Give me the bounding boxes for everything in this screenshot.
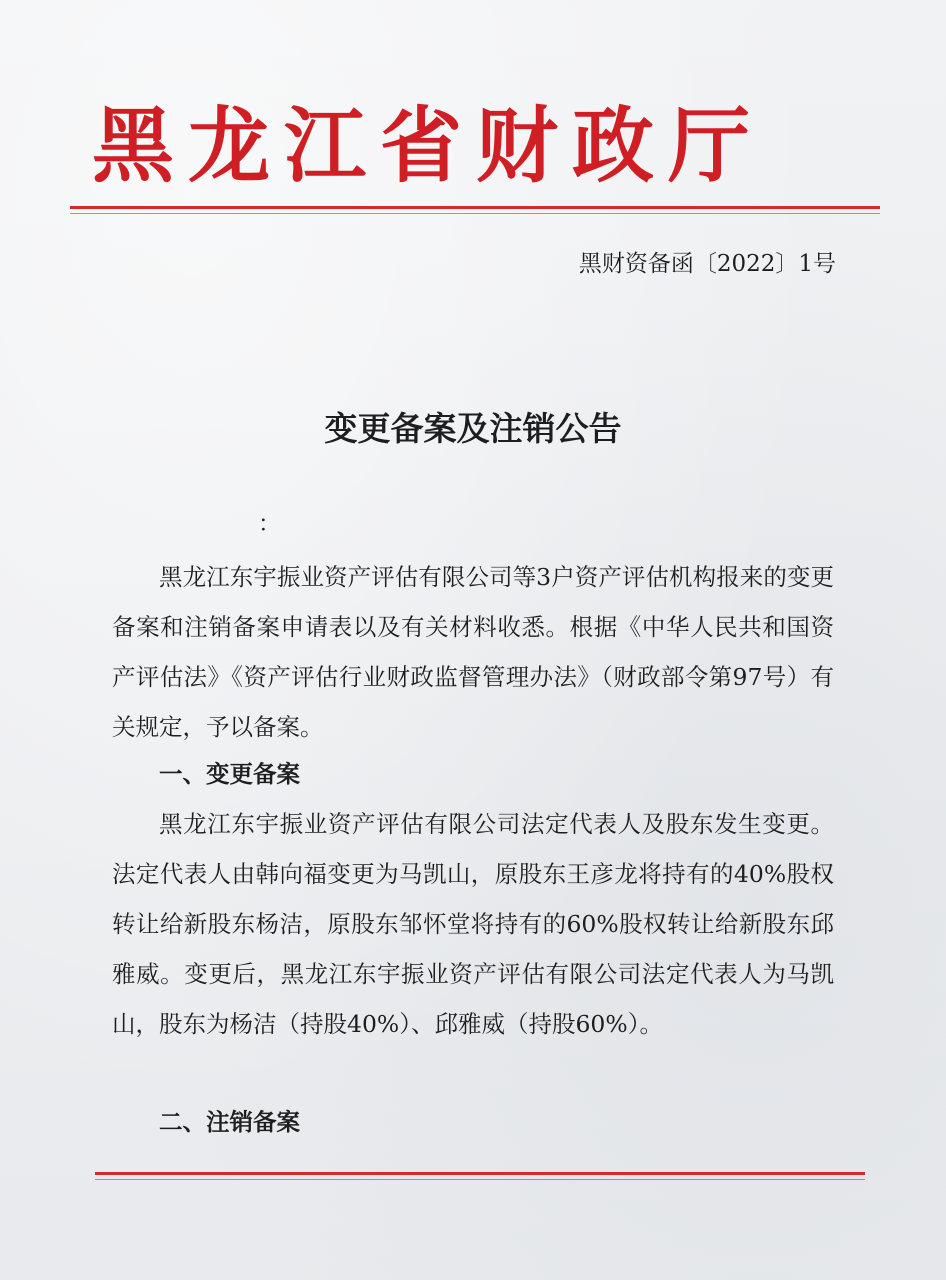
letterhead-red-divider (70, 206, 880, 209)
section-heading-cancel: 二、注销备案 (159, 1108, 300, 1136)
change-paragraph: 黑龙江东宇振业资产评估有限公司法定代表人及股东发生变更。法定代表人由韩向福变更为马凯山，原股东王彦龙将持有的40%股权转让给新股东杨洁，原股东邹怀堂将持有的60%股权转让给新股东邱雅威。变更后，黑龙江东宇振业资产评估有限公司法定代表人为马凯山，股东为杨洁（持股40%）、邱雅威（持股60%）。 (112, 810, 834, 1038)
document-title: 变更备案及注销公告 (324, 409, 622, 448)
section-heading-change: 一、变更备案 (159, 760, 300, 788)
footer-red-divider-thin (95, 1179, 865, 1180)
addressee: ： (258, 511, 281, 537)
letterhead-title: 黑龙江省财政厅 (92, 99, 765, 194)
intro-paragraph: 黑龙江东宇振业资产评估有限公司等3户资产评估机构报来的变更备案和注销备案申请表以及有关材料收悉。根据《中华人民共和国资产评估法》《资产评估行业财政监督管理办法》（财政部令第97号）有关规定，予以备案。 (112, 563, 834, 741)
footer-red-divider (95, 1172, 865, 1175)
document-number: 黑财资备函〔2022〕1号 (578, 251, 836, 277)
letterhead-red-divider-thin (70, 213, 880, 214)
